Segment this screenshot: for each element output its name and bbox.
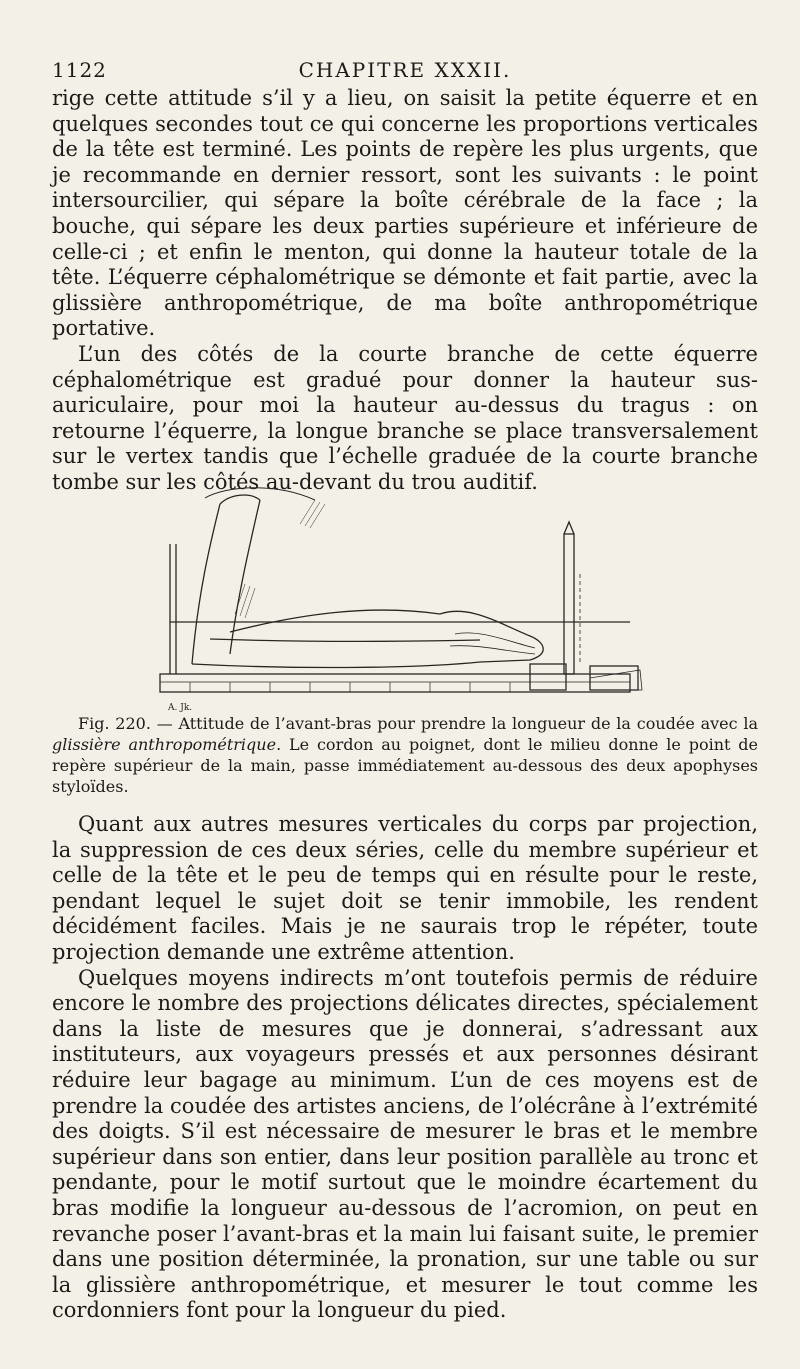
chapter-title: CHAPITRE XXXII. xyxy=(298,58,512,82)
running-header xyxy=(52,58,758,88)
text-block-top xyxy=(52,86,758,496)
paragraph: Quelques moyens indirects m’ont toutefois permis de réduire encore le nombre des projections délicates directes, spécialement dans la liste de mesures que je donnerai, s’adressant aux instituteurs, aux voyageurs pressés et aux personnes désirant réduire leur bagage au minimum. L’un de ces moyens est de prendre la coudée des artistes anciens, de l’olécrâne à l’extrémité des doigts. S’il est nécessaire de mesurer le bras et le membre supérieur dans son entier, dans leur position parallèle au tronc et pendante, pour le motif surtout que le moindre écartement du bras modifie la longueur au-dessous de l’acromion, on peut en revanche poser l’avant-bras et la main lui faisant suite, le premier dans une position déterminée, la pronation, sur une table ou sur la glissière anthropométrique, et mesurer le tout comme les cordonniers font pour la longueur du pied. xyxy=(52,965,758,1323)
paragraph: L’un des côtés de la courte branche de cette équerre céphalométrique est gradué pour donner la hauteur sus-auriculaire, pour moi la hauteur au-dessus du tragus : on retourne l’équerre, la longue branche se place transversalement sur le vertex tandis que l’échelle graduée de la courte branche tombe sur les côtés au-devant du trou auditif. xyxy=(52,341,758,494)
caption-label: Fig. 220. xyxy=(78,714,151,733)
caption-text: . Le cordon au poignet, dont le milieu donne le point de repère supérieur de la main, passe immédiatement au-dessous des deux apophyses styloïdes. xyxy=(52,735,758,796)
caption-italic: glissière anthropométrique xyxy=(52,735,277,754)
text-block-bottom xyxy=(52,812,758,1324)
figure-caption xyxy=(52,713,758,797)
caption-text: — Attitude de l’avant-bras pour prendre la longueur de la coudée avec la xyxy=(150,714,758,733)
figure-220-illustration xyxy=(150,464,660,714)
figure-signature: A. Jk. xyxy=(168,703,193,713)
paragraph: Quant aux autres mesures verticales du corps par projection, la suppression de ces deux séries, celle du membre supérieur et celle de la tête et le peu de temps qui en résulte pour le reste, pendant lequel le sujet doit se tenir immobile, les rendent décidément faciles. Mais je ne saurais trop le répéter, toute projection demande une extrême attention. xyxy=(52,812,758,964)
paragraph: rige cette attitude s’il y a lieu, on saisit la petite équerre et en quelques secondes tout ce qui concerne les proportions verticales de la tête est terminé. Les points de repère les plus urgents, que je recommande en dernier ressort, sont les suivants : le point intersourcilier, qui sépare la boîte cérébrale de la face ; la bouche, qui sépare les deux parties supérieure et inférieure de celle-ci ; et enfin le menton, qui donne la hauteur totale de la tête. L’équerre céphalométrique se démonte et fait partie, avec la glissière anthropométrique, de ma boîte anthropométrique portative. xyxy=(52,86,758,341)
page-number: 1122 xyxy=(52,58,107,82)
